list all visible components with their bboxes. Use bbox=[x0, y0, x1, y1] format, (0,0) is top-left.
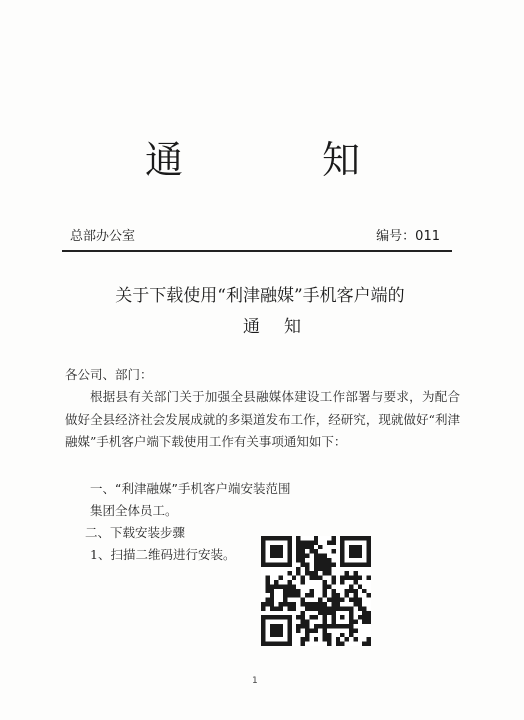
notice-char-1: 通 bbox=[145, 138, 184, 182]
salutation: 各公司、部门： bbox=[65, 367, 153, 382]
section-1-body: 集团全体员工。 bbox=[90, 503, 178, 518]
document-header bbox=[70, 228, 440, 248]
step-1-text: 1、扫描二维码进行安装。 bbox=[90, 547, 236, 562]
document-number: 编号：011 bbox=[376, 229, 440, 244]
header-divider bbox=[62, 250, 452, 252]
section-1-heading: 一、“利津融媒”手机客户端安装范围 bbox=[90, 481, 291, 496]
department-name: 总部办公室 bbox=[70, 229, 136, 244]
notice-heading bbox=[145, 138, 360, 182]
section-2-heading: 二、下载安装步骤 bbox=[85, 525, 186, 540]
document-title-line-1: 关于下载使用“利津融媒”手机客户端的 bbox=[115, 286, 405, 306]
qr-code-icon[interactable] bbox=[261, 536, 371, 646]
body-paragraph-1: 根据县有关部门关于加强全县融媒体建设工作部署与要求，为配合做好全县经济社会发展成就的多渠道发布工作，经研究，现就做好“利津融媒”手机客户端下载使用工作有关事项通知如下： bbox=[65, 389, 460, 449]
document-title-line-2: 通知 bbox=[243, 317, 325, 337]
page-number: 1 bbox=[252, 676, 258, 686]
notice-char-2: 知 bbox=[321, 138, 360, 182]
